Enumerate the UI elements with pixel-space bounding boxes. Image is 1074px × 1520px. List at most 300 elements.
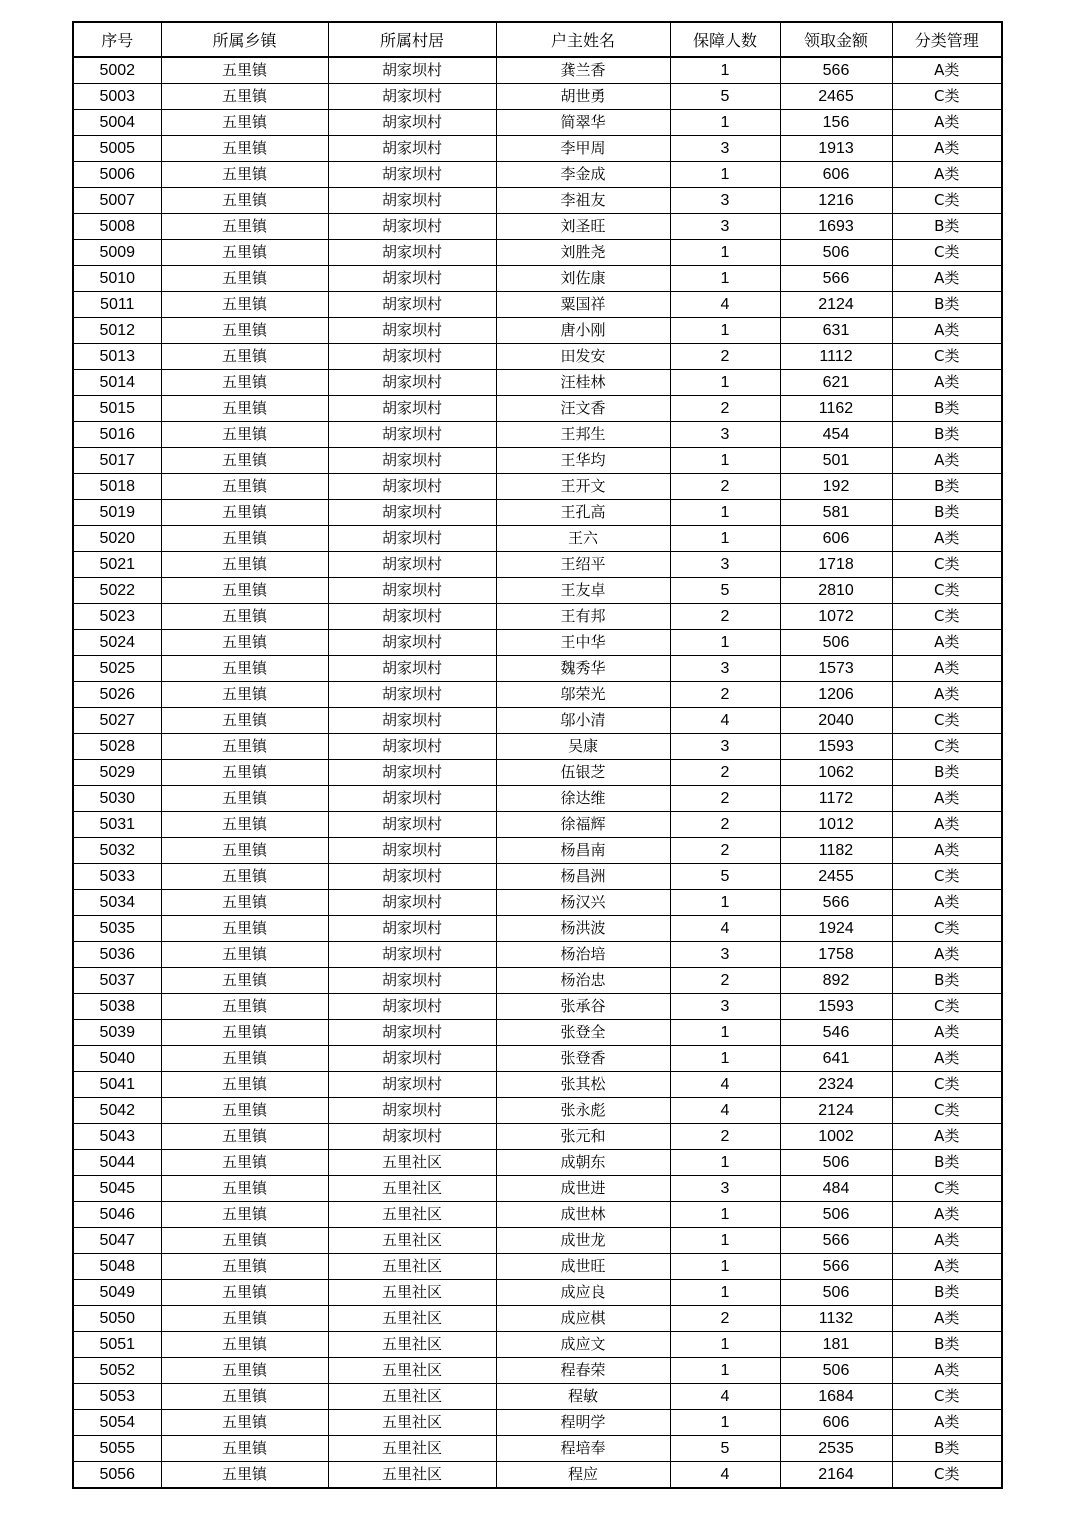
cell-covered-persons: 1 xyxy=(670,1046,780,1072)
cell-amount-received: 631 xyxy=(780,318,892,344)
cell-village: 五里社区 xyxy=(328,1384,496,1410)
cell-serial-number: 5012 xyxy=(73,318,161,344)
cell-category: A类 xyxy=(892,318,1002,344)
cell-township: 五里镇 xyxy=(161,188,328,214)
cell-amount-received: 1913 xyxy=(780,136,892,162)
cell-township: 五里镇 xyxy=(161,396,328,422)
cell-township: 五里镇 xyxy=(161,266,328,292)
cell-village: 胡家坝村 xyxy=(328,994,496,1020)
cell-covered-persons: 1 xyxy=(670,1358,780,1384)
cell-householder-name: 王开文 xyxy=(496,474,670,500)
cell-serial-number: 5014 xyxy=(73,370,161,396)
cell-serial-number: 5052 xyxy=(73,1358,161,1384)
cell-township: 五里镇 xyxy=(161,1410,328,1436)
cell-serial-number: 5010 xyxy=(73,266,161,292)
cell-amount-received: 2124 xyxy=(780,292,892,318)
cell-covered-persons: 1 xyxy=(670,1202,780,1228)
cell-serial-number: 5024 xyxy=(73,630,161,656)
cell-category: A类 xyxy=(892,1410,1002,1436)
cell-village: 胡家坝村 xyxy=(328,214,496,240)
cell-householder-name: 张其松 xyxy=(496,1072,670,1098)
cell-township: 五里镇 xyxy=(161,994,328,1020)
cell-amount-received: 181 xyxy=(780,1332,892,1358)
cell-category: C类 xyxy=(892,1098,1002,1124)
cell-township: 五里镇 xyxy=(161,1280,328,1306)
cell-village: 胡家坝村 xyxy=(328,890,496,916)
cell-village: 胡家坝村 xyxy=(328,84,496,110)
cell-serial-number: 5021 xyxy=(73,552,161,578)
cell-amount-received: 506 xyxy=(780,1280,892,1306)
cell-amount-received: 566 xyxy=(780,890,892,916)
table-row xyxy=(73,344,1002,370)
cell-category: C类 xyxy=(892,734,1002,760)
cell-amount-received: 2124 xyxy=(780,1098,892,1124)
cell-covered-persons: 2 xyxy=(670,1124,780,1150)
cell-serial-number: 5029 xyxy=(73,760,161,786)
cell-amount-received: 2164 xyxy=(780,1462,892,1489)
cell-serial-number: 5048 xyxy=(73,1254,161,1280)
cell-covered-persons: 1 xyxy=(670,500,780,526)
table-row xyxy=(73,578,1002,604)
cell-category: C类 xyxy=(892,188,1002,214)
cell-category: A类 xyxy=(892,370,1002,396)
cell-amount-received: 546 xyxy=(780,1020,892,1046)
cell-amount-received: 506 xyxy=(780,1150,892,1176)
cell-covered-persons: 2 xyxy=(670,786,780,812)
cell-serial-number: 5011 xyxy=(73,292,161,318)
cell-householder-name: 王绍平 xyxy=(496,552,670,578)
cell-village: 五里社区 xyxy=(328,1228,496,1254)
cell-village: 胡家坝村 xyxy=(328,1072,496,1098)
cell-serial-number: 5022 xyxy=(73,578,161,604)
cell-category: A类 xyxy=(892,812,1002,838)
cell-village: 胡家坝村 xyxy=(328,526,496,552)
cell-householder-name: 李甲周 xyxy=(496,136,670,162)
cell-amount-received: 1112 xyxy=(780,344,892,370)
table-row xyxy=(73,136,1002,162)
cell-township: 五里镇 xyxy=(161,318,328,344)
cell-category: C类 xyxy=(892,344,1002,370)
cell-householder-name: 成应棋 xyxy=(496,1306,670,1332)
cell-serial-number: 5009 xyxy=(73,240,161,266)
cell-township: 五里镇 xyxy=(161,84,328,110)
cell-serial-number: 5043 xyxy=(73,1124,161,1150)
cell-householder-name: 刘佐康 xyxy=(496,266,670,292)
table-row xyxy=(73,1150,1002,1176)
cell-amount-received: 506 xyxy=(780,630,892,656)
cell-householder-name: 张元和 xyxy=(496,1124,670,1150)
cell-householder-name: 王中华 xyxy=(496,630,670,656)
cell-amount-received: 1593 xyxy=(780,994,892,1020)
cell-category: B类 xyxy=(892,968,1002,994)
header-row xyxy=(73,22,1002,57)
cell-village: 五里社区 xyxy=(328,1410,496,1436)
cell-amount-received: 1684 xyxy=(780,1384,892,1410)
cell-amount-received: 1072 xyxy=(780,604,892,630)
cell-covered-persons: 1 xyxy=(670,370,780,396)
cell-covered-persons: 2 xyxy=(670,838,780,864)
cell-covered-persons: 4 xyxy=(670,1384,780,1410)
cell-village: 胡家坝村 xyxy=(328,760,496,786)
table-row xyxy=(73,656,1002,682)
cell-village: 胡家坝村 xyxy=(328,734,496,760)
table-row xyxy=(73,1280,1002,1306)
cell-amount-received: 506 xyxy=(780,240,892,266)
table-row xyxy=(73,1410,1002,1436)
cell-category: C类 xyxy=(892,1176,1002,1202)
cell-township: 五里镇 xyxy=(161,838,328,864)
header-amount-received: 领取金额 xyxy=(780,22,892,57)
cell-covered-persons: 5 xyxy=(670,1436,780,1462)
cell-amount-received: 1573 xyxy=(780,656,892,682)
cell-village: 胡家坝村 xyxy=(328,1098,496,1124)
cell-amount-received: 1062 xyxy=(780,760,892,786)
cell-amount-received: 2810 xyxy=(780,578,892,604)
cell-amount-received: 2465 xyxy=(780,84,892,110)
cell-village: 胡家坝村 xyxy=(328,630,496,656)
cell-category: C类 xyxy=(892,1462,1002,1489)
cell-category: C类 xyxy=(892,552,1002,578)
cell-village: 胡家坝村 xyxy=(328,1020,496,1046)
header-category: 分类管理 xyxy=(892,22,1002,57)
cell-township: 五里镇 xyxy=(161,1202,328,1228)
header-serial-number: 序号 xyxy=(73,22,161,57)
cell-amount-received: 1693 xyxy=(780,214,892,240)
table-row xyxy=(73,734,1002,760)
cell-amount-received: 192 xyxy=(780,474,892,500)
cell-serial-number: 5008 xyxy=(73,214,161,240)
cell-serial-number: 5018 xyxy=(73,474,161,500)
cell-householder-name: 伍银芝 xyxy=(496,760,670,786)
table-row xyxy=(73,682,1002,708)
table-row xyxy=(73,1436,1002,1462)
cell-township: 五里镇 xyxy=(161,1358,328,1384)
cell-householder-name: 魏秀华 xyxy=(496,656,670,682)
cell-category: C类 xyxy=(892,708,1002,734)
cell-category: C类 xyxy=(892,994,1002,1020)
table-row xyxy=(73,292,1002,318)
cell-category: C类 xyxy=(892,916,1002,942)
cell-serial-number: 5053 xyxy=(73,1384,161,1410)
table-row xyxy=(73,1098,1002,1124)
header-covered-persons: 保障人数 xyxy=(670,22,780,57)
header-householder-name: 户主姓名 xyxy=(496,22,670,57)
cell-householder-name: 王友卓 xyxy=(496,578,670,604)
cell-category: B类 xyxy=(892,396,1002,422)
cell-serial-number: 5038 xyxy=(73,994,161,1020)
cell-covered-persons: 3 xyxy=(670,136,780,162)
cell-householder-name: 王孔高 xyxy=(496,500,670,526)
cell-category: A类 xyxy=(892,57,1002,84)
cell-township: 五里镇 xyxy=(161,552,328,578)
cell-village: 胡家坝村 xyxy=(328,188,496,214)
cell-covered-persons: 1 xyxy=(670,1150,780,1176)
cell-category: A类 xyxy=(892,682,1002,708)
cell-category: A类 xyxy=(892,1254,1002,1280)
cell-householder-name: 成世龙 xyxy=(496,1228,670,1254)
cell-township: 五里镇 xyxy=(161,500,328,526)
cell-householder-name: 程明学 xyxy=(496,1410,670,1436)
cell-serial-number: 5002 xyxy=(73,57,161,84)
cell-amount-received: 566 xyxy=(780,57,892,84)
cell-covered-persons: 1 xyxy=(670,1020,780,1046)
header-township: 所属乡镇 xyxy=(161,22,328,57)
cell-category: A类 xyxy=(892,110,1002,136)
cell-amount-received: 606 xyxy=(780,162,892,188)
cell-householder-name: 徐福辉 xyxy=(496,812,670,838)
cell-category: A类 xyxy=(892,1046,1002,1072)
table-row xyxy=(73,890,1002,916)
table-row xyxy=(73,370,1002,396)
table-row xyxy=(73,214,1002,240)
cell-covered-persons: 1 xyxy=(670,240,780,266)
cell-category: C类 xyxy=(892,604,1002,630)
cell-township: 五里镇 xyxy=(161,370,328,396)
cell-covered-persons: 2 xyxy=(670,474,780,500)
cell-householder-name: 李金成 xyxy=(496,162,670,188)
cell-householder-name: 徐达维 xyxy=(496,786,670,812)
cell-amount-received: 1162 xyxy=(780,396,892,422)
cell-township: 五里镇 xyxy=(161,916,328,942)
cell-covered-persons: 1 xyxy=(670,266,780,292)
cell-householder-name: 程应 xyxy=(496,1462,670,1489)
cell-householder-name: 成世旺 xyxy=(496,1254,670,1280)
cell-householder-name: 杨治培 xyxy=(496,942,670,968)
cell-serial-number: 5042 xyxy=(73,1098,161,1124)
cell-amount-received: 1216 xyxy=(780,188,892,214)
cell-covered-persons: 3 xyxy=(670,552,780,578)
cell-category: A类 xyxy=(892,448,1002,474)
cell-serial-number: 5030 xyxy=(73,786,161,812)
cell-amount-received: 621 xyxy=(780,370,892,396)
cell-amount-received: 454 xyxy=(780,422,892,448)
cell-village: 胡家坝村 xyxy=(328,968,496,994)
cell-village: 五里社区 xyxy=(328,1358,496,1384)
cell-amount-received: 1182 xyxy=(780,838,892,864)
cell-category: A类 xyxy=(892,890,1002,916)
cell-amount-received: 566 xyxy=(780,1254,892,1280)
cell-householder-name: 唐小刚 xyxy=(496,318,670,344)
cell-covered-persons: 3 xyxy=(670,422,780,448)
cell-township: 五里镇 xyxy=(161,448,328,474)
cell-village: 胡家坝村 xyxy=(328,682,496,708)
cell-amount-received: 606 xyxy=(780,526,892,552)
cell-village: 五里社区 xyxy=(328,1176,496,1202)
cell-township: 五里镇 xyxy=(161,1176,328,1202)
cell-township: 五里镇 xyxy=(161,344,328,370)
cell-township: 五里镇 xyxy=(161,708,328,734)
table-row xyxy=(73,1124,1002,1150)
cell-covered-persons: 1 xyxy=(670,57,780,84)
cell-covered-persons: 2 xyxy=(670,396,780,422)
cell-township: 五里镇 xyxy=(161,630,328,656)
cell-category: C类 xyxy=(892,864,1002,890)
cell-village: 胡家坝村 xyxy=(328,500,496,526)
cell-village: 五里社区 xyxy=(328,1436,496,1462)
cell-householder-name: 张永彪 xyxy=(496,1098,670,1124)
cell-householder-name: 邬荣光 xyxy=(496,682,670,708)
cell-householder-name: 杨汉兴 xyxy=(496,890,670,916)
cell-covered-persons: 3 xyxy=(670,656,780,682)
cell-village: 胡家坝村 xyxy=(328,552,496,578)
cell-village: 五里社区 xyxy=(328,1306,496,1332)
cell-village: 五里社区 xyxy=(328,1254,496,1280)
cell-village: 五里社区 xyxy=(328,1202,496,1228)
cell-amount-received: 1012 xyxy=(780,812,892,838)
cell-amount-received: 1593 xyxy=(780,734,892,760)
cell-township: 五里镇 xyxy=(161,760,328,786)
cell-serial-number: 5046 xyxy=(73,1202,161,1228)
cell-amount-received: 484 xyxy=(780,1176,892,1202)
cell-householder-name: 成世进 xyxy=(496,1176,670,1202)
cell-township: 五里镇 xyxy=(161,1384,328,1410)
cell-village: 胡家坝村 xyxy=(328,266,496,292)
cell-householder-name: 成应良 xyxy=(496,1280,670,1306)
cell-serial-number: 5054 xyxy=(73,1410,161,1436)
cell-township: 五里镇 xyxy=(161,1020,328,1046)
table-row xyxy=(73,110,1002,136)
cell-township: 五里镇 xyxy=(161,604,328,630)
cell-amount-received: 1132 xyxy=(780,1306,892,1332)
cell-householder-name: 成应文 xyxy=(496,1332,670,1358)
table-row xyxy=(73,812,1002,838)
cell-category: C类 xyxy=(892,240,1002,266)
cell-serial-number: 5031 xyxy=(73,812,161,838)
cell-township: 五里镇 xyxy=(161,292,328,318)
table-row xyxy=(73,84,1002,110)
table-row xyxy=(73,708,1002,734)
cell-category: C类 xyxy=(892,84,1002,110)
cell-serial-number: 5051 xyxy=(73,1332,161,1358)
cell-township: 五里镇 xyxy=(161,968,328,994)
cell-township: 五里镇 xyxy=(161,57,328,84)
cell-category: A类 xyxy=(892,942,1002,968)
cell-householder-name: 张登全 xyxy=(496,1020,670,1046)
cell-householder-name: 王有邦 xyxy=(496,604,670,630)
cell-village: 胡家坝村 xyxy=(328,292,496,318)
cell-township: 五里镇 xyxy=(161,812,328,838)
cell-serial-number: 5035 xyxy=(73,916,161,942)
cell-amount-received: 581 xyxy=(780,500,892,526)
table-row xyxy=(73,1202,1002,1228)
cell-covered-persons: 4 xyxy=(670,1462,780,1489)
cell-serial-number: 5017 xyxy=(73,448,161,474)
cell-township: 五里镇 xyxy=(161,1254,328,1280)
cell-township: 五里镇 xyxy=(161,1306,328,1332)
cell-village: 胡家坝村 xyxy=(328,240,496,266)
cell-covered-persons: 2 xyxy=(670,968,780,994)
cell-township: 五里镇 xyxy=(161,1098,328,1124)
table-row xyxy=(73,474,1002,500)
cell-village: 胡家坝村 xyxy=(328,1124,496,1150)
cell-covered-persons: 2 xyxy=(670,1306,780,1332)
cell-category: B类 xyxy=(892,1436,1002,1462)
cell-covered-persons: 3 xyxy=(670,1176,780,1202)
table-row xyxy=(73,630,1002,656)
cell-householder-name: 简翠华 xyxy=(496,110,670,136)
cell-covered-persons: 1 xyxy=(670,1228,780,1254)
cell-amount-received: 506 xyxy=(780,1358,892,1384)
cell-category: B类 xyxy=(892,1280,1002,1306)
cell-amount-received: 566 xyxy=(780,266,892,292)
cell-village: 胡家坝村 xyxy=(328,708,496,734)
cell-householder-name: 成朝东 xyxy=(496,1150,670,1176)
cell-amount-received: 641 xyxy=(780,1046,892,1072)
table-row xyxy=(73,864,1002,890)
table-row xyxy=(73,1384,1002,1410)
cell-township: 五里镇 xyxy=(161,942,328,968)
cell-serial-number: 5020 xyxy=(73,526,161,552)
table-row xyxy=(73,760,1002,786)
cell-village: 胡家坝村 xyxy=(328,578,496,604)
cell-covered-persons: 2 xyxy=(670,604,780,630)
table-row xyxy=(73,1020,1002,1046)
table-row xyxy=(73,1228,1002,1254)
cell-category: A类 xyxy=(892,786,1002,812)
cell-covered-persons: 2 xyxy=(670,344,780,370)
cell-township: 五里镇 xyxy=(161,526,328,552)
cell-householder-name: 成世林 xyxy=(496,1202,670,1228)
cell-township: 五里镇 xyxy=(161,422,328,448)
table-row xyxy=(73,1176,1002,1202)
cell-township: 五里镇 xyxy=(161,864,328,890)
table-row xyxy=(73,916,1002,942)
cell-serial-number: 5025 xyxy=(73,656,161,682)
cell-householder-name: 程敏 xyxy=(496,1384,670,1410)
table-row xyxy=(73,1306,1002,1332)
table-row xyxy=(73,162,1002,188)
cell-amount-received: 506 xyxy=(780,1202,892,1228)
cell-serial-number: 5033 xyxy=(73,864,161,890)
cell-village: 胡家坝村 xyxy=(328,864,496,890)
cell-amount-received: 606 xyxy=(780,1410,892,1436)
cell-householder-name: 刘圣旺 xyxy=(496,214,670,240)
cell-village: 五里社区 xyxy=(328,1280,496,1306)
table-row xyxy=(73,422,1002,448)
cell-covered-persons: 2 xyxy=(670,812,780,838)
cell-amount-received: 501 xyxy=(780,448,892,474)
cell-amount-received: 2455 xyxy=(780,864,892,890)
cell-serial-number: 5026 xyxy=(73,682,161,708)
cell-householder-name: 刘胜尧 xyxy=(496,240,670,266)
cell-householder-name: 张承谷 xyxy=(496,994,670,1020)
cell-covered-persons: 4 xyxy=(670,292,780,318)
cell-covered-persons: 2 xyxy=(670,682,780,708)
cell-category: A类 xyxy=(892,1306,1002,1332)
cell-householder-name: 杨昌洲 xyxy=(496,864,670,890)
cell-covered-persons: 1 xyxy=(670,1410,780,1436)
cell-serial-number: 5003 xyxy=(73,84,161,110)
cell-covered-persons: 3 xyxy=(670,214,780,240)
cell-category: A类 xyxy=(892,1228,1002,1254)
cell-serial-number: 5045 xyxy=(73,1176,161,1202)
table-row xyxy=(73,500,1002,526)
cell-covered-persons: 5 xyxy=(670,864,780,890)
cell-village: 胡家坝村 xyxy=(328,838,496,864)
cell-township: 五里镇 xyxy=(161,110,328,136)
table-row xyxy=(73,1358,1002,1384)
cell-householder-name: 张登香 xyxy=(496,1046,670,1072)
cell-serial-number: 5056 xyxy=(73,1462,161,1489)
cell-covered-persons: 4 xyxy=(670,708,780,734)
cell-township: 五里镇 xyxy=(161,1072,328,1098)
cell-amount-received: 1002 xyxy=(780,1124,892,1150)
cell-township: 五里镇 xyxy=(161,1046,328,1072)
cell-category: C类 xyxy=(892,1072,1002,1098)
cell-township: 五里镇 xyxy=(161,214,328,240)
table-row xyxy=(73,396,1002,422)
cell-householder-name: 汪桂林 xyxy=(496,370,670,396)
